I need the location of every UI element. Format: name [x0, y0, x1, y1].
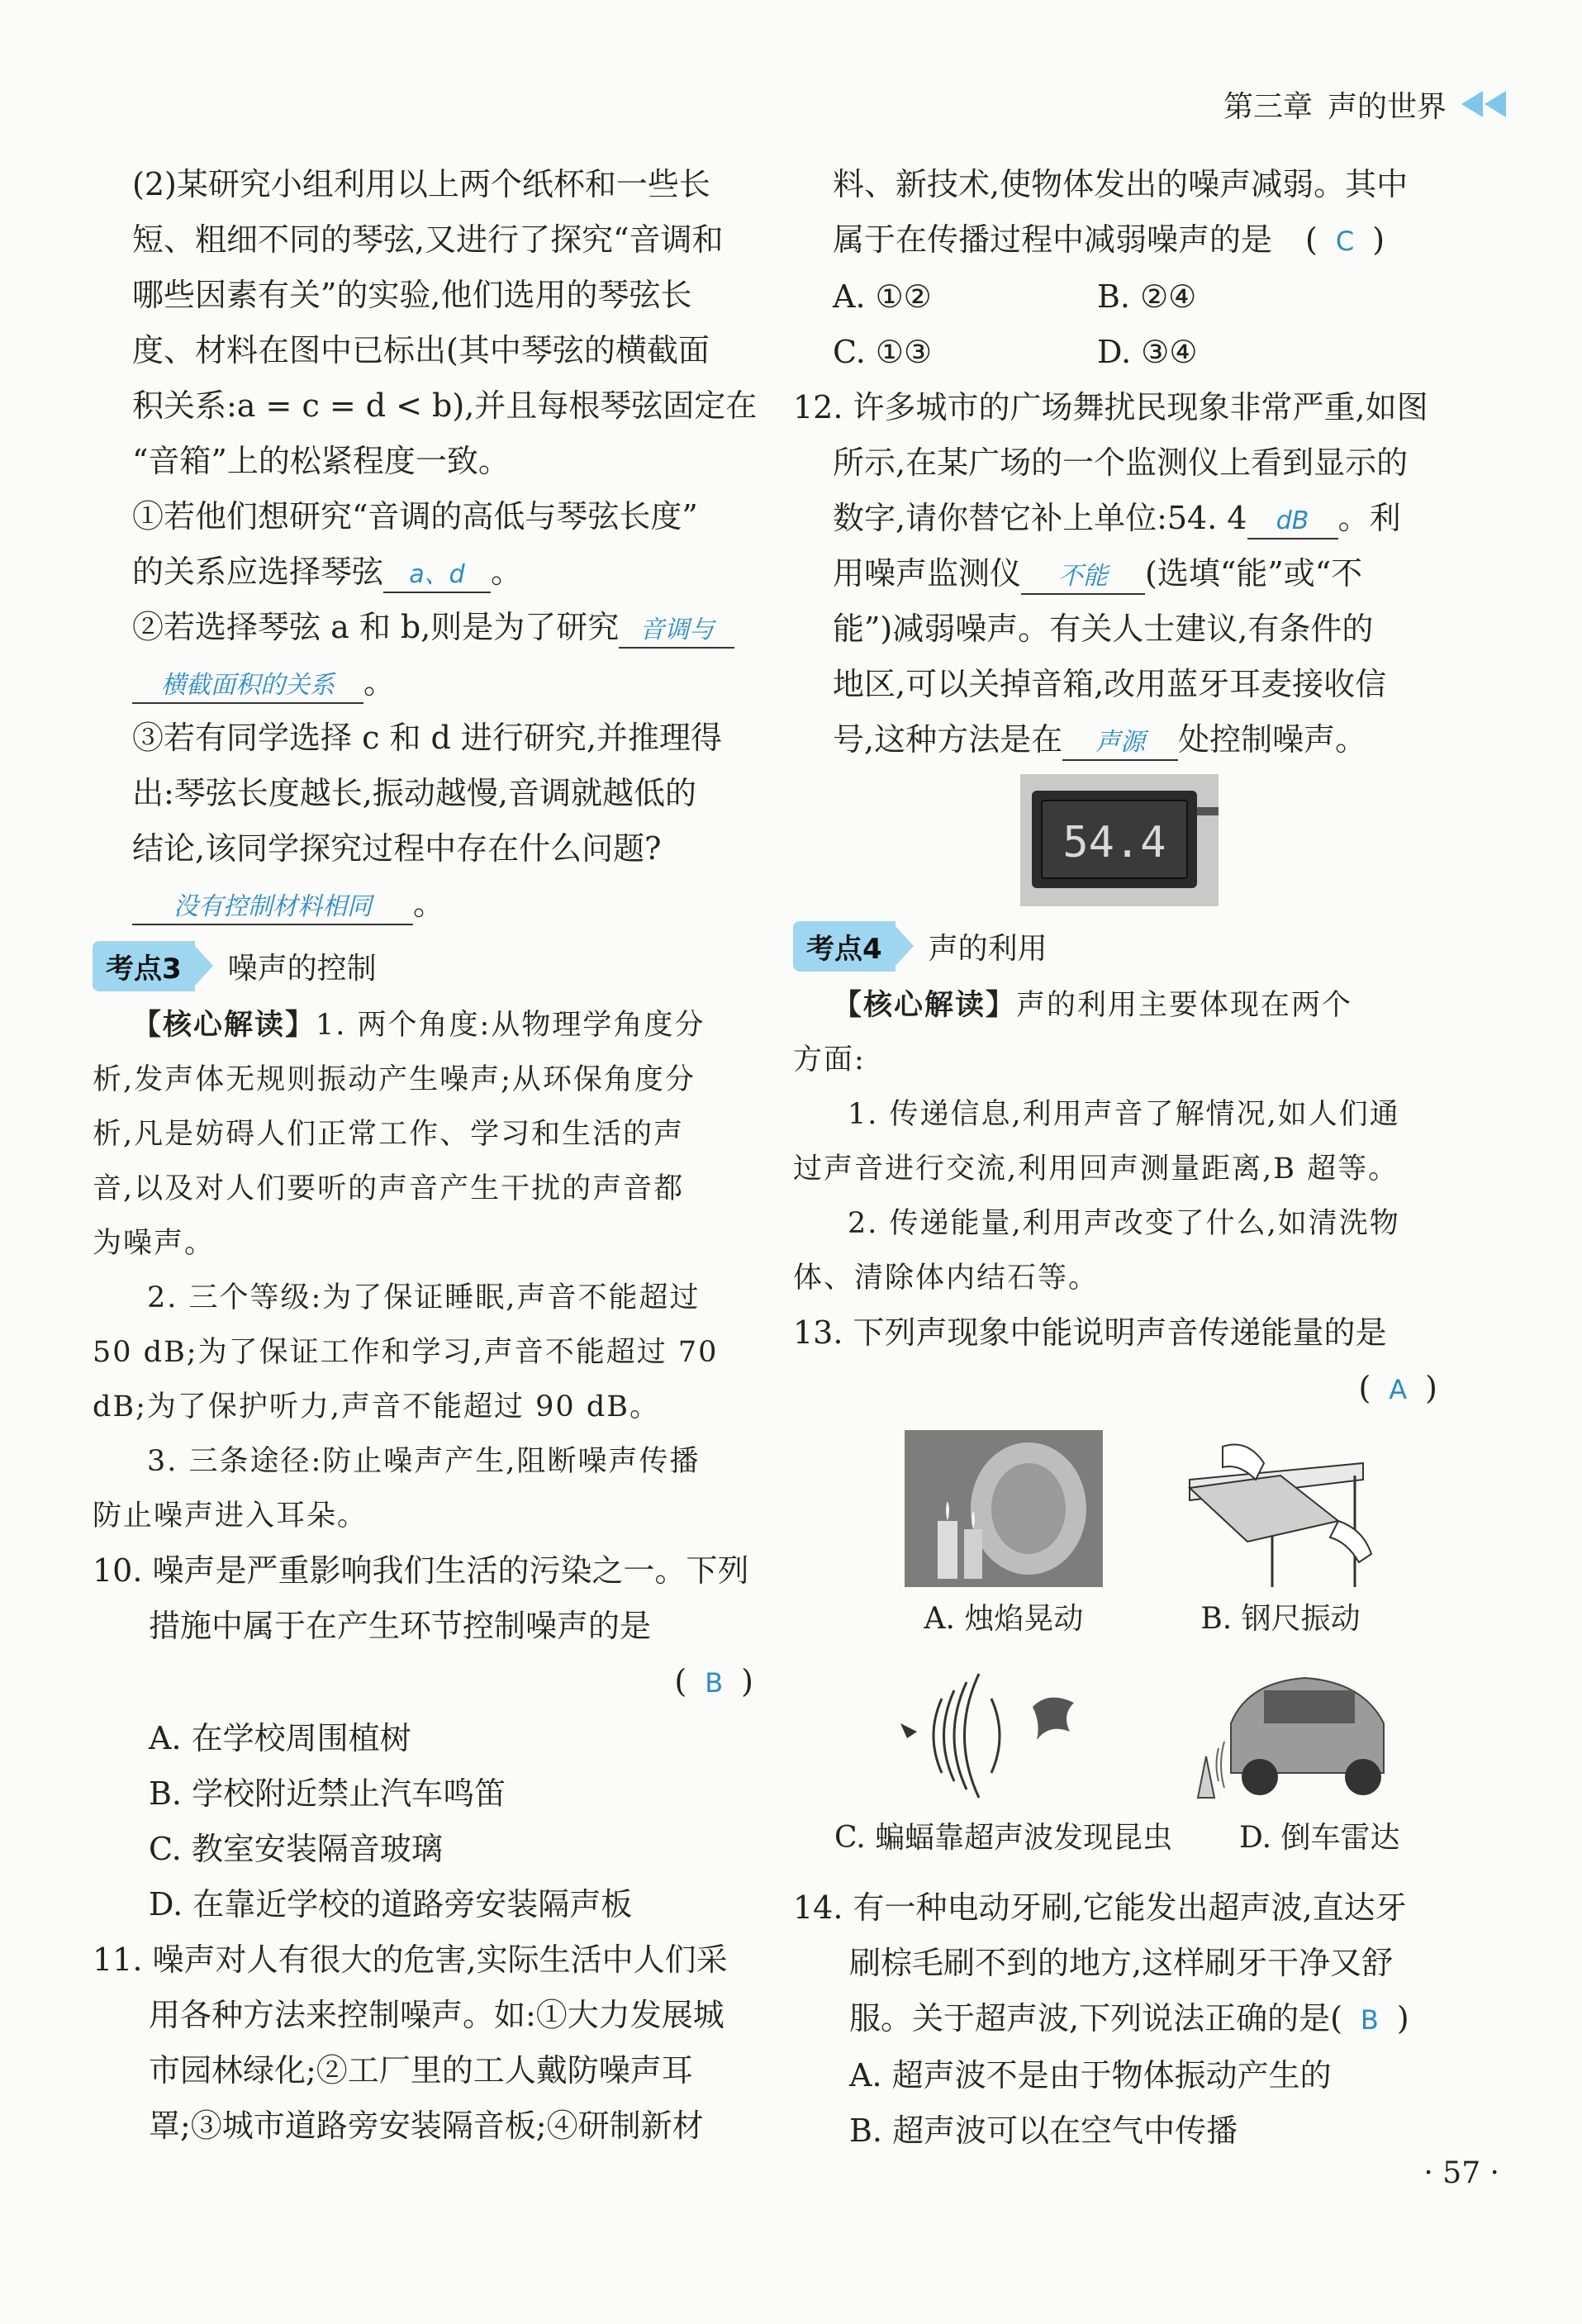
page-number: · 57 ·	[1423, 2156, 1499, 2190]
core-line: 音,以及对人们要听的声音产生干扰的声音都	[93, 1172, 685, 1205]
q13-line: 13. 下列声现象中能说明声音传递能量的是	[793, 1314, 1387, 1351]
q11-line: 料、新技术,使物体发出的噪声减弱。其中	[833, 166, 1409, 202]
noise-monitor-image	[1020, 774, 1219, 906]
q12-line: 能”)减弱噪声。有关人士建议,有条件的	[833, 611, 1374, 647]
answer-blank[interactable]: dB	[1247, 505, 1338, 539]
q2-line: 度、材料在图中已标出(其中琴弦的横截面	[132, 332, 710, 368]
q2-line: ①若他们想研究“音调的高低与琴弦长度”	[132, 498, 698, 535]
core-line: 析,凡是妨碍人们正常工作、学习和生活的声	[93, 1118, 685, 1151]
answer-blank[interactable]: 横截面积的关系	[132, 669, 363, 704]
q2-2-line: ②若选择琴弦 a 和 b,则是为了研究 音调与	[93, 600, 762, 655]
section-heading	[93, 937, 762, 995]
core-line: 3. 三条途径:防止噪声产生,阻断噪声传播	[147, 1445, 701, 1478]
q2-1-line: 的关系应选择琴弦 a、d 。	[93, 544, 762, 600]
core-line: 体、清除体内结石等。	[793, 1262, 1100, 1295]
right-column	[793, 157, 1454, 2159]
q14-line: 刷棕毛刷不到的地方,这样刷牙干净又舒	[849, 1945, 1394, 1981]
figure-caption: B. 钢尺振动	[1200, 1602, 1361, 1636]
q14-line: 14. 有一种电动牙刷,它能发出超声波,直达牙	[793, 1889, 1407, 1926]
option[interactable]: B. ②④	[1097, 278, 1197, 315]
q10-line: 10. 噪声是严重影响我们生活的污染之一。下列	[93, 1552, 749, 1589]
option[interactable]: C. ①③	[833, 334, 933, 370]
option[interactable]: B. 超声波可以在空气中传播	[849, 2113, 1238, 2149]
chapter-label: 第三章	[1223, 89, 1313, 124]
q2-line: (2)某研究小组利用以上两个纸杯和一些长	[132, 166, 710, 202]
left-column	[93, 157, 762, 2154]
core-line: 防止噪声进入耳朵。	[93, 1499, 368, 1533]
q2-3-line: 没有控制材料相同 。	[93, 877, 762, 932]
core-line: 2. 传递能量,利用声改变了什么,如清洗物	[848, 1207, 1400, 1240]
q11-line: 属于在传播过程中减弱噪声的是 ( C )	[833, 221, 1385, 258]
q2-line: “音箱”上的松紧程度一致。	[132, 443, 510, 479]
core-line: dB;为了保护听力,声音不能超过 90 dB。	[93, 1390, 660, 1423]
q2-3-line: 结论,该同学探究过程中存在什么问题?	[132, 830, 662, 867]
q12-line: 地区,可以关掉音箱,改用蓝牙耳麦接收信	[833, 666, 1387, 702]
q2-line: 积关系:a = c = d < b),并且每根琴弦固定在	[132, 387, 758, 424]
double-arrow-icon	[1461, 91, 1506, 117]
figure-caption: A. 烛焰晃动	[924, 1602, 1084, 1636]
core-line: 【核心解读】1. 两个角度:从物理学角度分	[132, 1009, 705, 1042]
option[interactable]: A. 超声波不是由于物体振动产生的	[849, 2057, 1332, 2094]
section-title: 声的利用	[928, 931, 1048, 966]
option[interactable]: D. ③④	[1097, 334, 1198, 370]
core-line: 为噪声。	[93, 1227, 216, 1260]
chapter-title: 声的世界	[1327, 89, 1447, 124]
arrow-icon	[896, 926, 914, 966]
answer-blank[interactable]: 音调与	[619, 614, 734, 649]
option[interactable]: D. 在靠近学校的道路旁安装隔声板	[149, 1886, 633, 1922]
q12-line: 用噪声监测仪 不能 (选填“能”或“不	[793, 546, 1454, 601]
core-line: 过声音进行交流,利用回声测量距离,B 超等。	[793, 1152, 1399, 1186]
figure-caption: D. 倒车雷达	[1239, 1821, 1400, 1855]
q11-line: 罩;③城市道路旁安装隔音板;④研制新材	[149, 2108, 704, 2144]
q2-2-line: 横截面积的关系 。	[93, 655, 762, 711]
answer-blank[interactable]: 不能	[1021, 560, 1145, 595]
q11-options	[793, 325, 1454, 380]
answer-blank[interactable]: a、d	[383, 558, 491, 593]
q2-3-line: ③若有同学选择 c 和 d 进行研究,并推理得	[132, 720, 723, 756]
core-line: 析,发声体无规则振动产生噪声;从环保角度分	[93, 1063, 696, 1096]
option[interactable]: A. ①②	[833, 278, 932, 315]
q2-line: 短、粗细不同的琴弦,又进行了探究“音调和	[132, 221, 724, 258]
answer-choice[interactable]: A	[1389, 1374, 1408, 1405]
core-line: 方面:	[793, 1043, 866, 1076]
page-header	[1223, 79, 1506, 129]
q10-line: 措施中属于在产生环节控制噪声的是	[149, 1608, 652, 1644]
option[interactable]: B. 学校附近禁止汽车鸣笛	[149, 1775, 506, 1812]
q13-answer-line: ( A )	[1358, 1370, 1437, 1406]
q2-line: 哪些因素有关”的实验,他们选用的琴弦长	[132, 277, 692, 313]
answer-blank[interactable]: 声源	[1062, 726, 1178, 761]
q11-line: 用各种方法来控制噪声。如:①大力发展城	[149, 1997, 724, 2033]
answer-choice[interactable]: C	[1335, 226, 1355, 257]
section-heading	[793, 917, 1454, 975]
monitor-reading: 54.4	[1062, 818, 1166, 867]
q14-line: 服。关于超声波,下列说法正确的是( B )	[849, 2000, 1409, 2036]
q2-3-line: 出:琴弦长度越长,振动越慢,音调就越低的	[132, 775, 696, 811]
core-line: 50 dB;为了保证工作和学习,声音不能超过 70	[93, 1336, 719, 1369]
bat-ultrasound-image[interactable]	[884, 1666, 1099, 1806]
figure-monitor	[793, 768, 1454, 912]
q11-line: 市园林绿化;②工厂里的工人戴防噪声耳	[149, 2052, 693, 2089]
option[interactable]: A. 在学校周围植树	[149, 1720, 411, 1756]
core-line: 2. 三个等级:为了保证睡眠,声音不能超过	[147, 1281, 701, 1314]
q11-line: 11. 噪声对人有很大的危害,实际生活中人们采	[93, 1941, 728, 1978]
q12-line: 数字,请你替它补上单位:54. 4 dB 。利	[793, 491, 1454, 546]
candle-speaker-image[interactable]	[905, 1430, 1103, 1587]
car-radar-image[interactable]	[1181, 1666, 1396, 1806]
figure-caption: C. 蝙蝠靠超声波发现昆虫	[834, 1821, 1173, 1855]
q10-answer-line: ( B )	[674, 1663, 753, 1699]
answer-choice[interactable]: B	[1360, 2004, 1379, 2036]
q12-line: 所示,在某广场的一个监测仪上看到显示的	[833, 444, 1409, 481]
answer-blank[interactable]: 没有控制材料相同	[132, 891, 413, 925]
option[interactable]: C. 教室安装隔音玻璃	[149, 1831, 443, 1867]
steel-ruler-image[interactable]	[1173, 1430, 1388, 1587]
section-tag: 考点4	[793, 921, 896, 972]
q12-line: 12. 许多城市的广场舞扰民现象非常严重,如图	[793, 389, 1428, 425]
section-title: 噪声的控制	[227, 951, 377, 986]
q12-line: 号,这种方法是在 声源 处控制噪声。	[793, 712, 1454, 768]
answer-choice[interactable]: B	[705, 1667, 724, 1699]
q13-figures	[793, 1418, 1454, 1880]
core-line: 1. 传递信息,利用声音了解情况,如人们通	[848, 1098, 1400, 1131]
core-line: 【核心解读】声的利用主要体现在两个	[833, 989, 1353, 1022]
q11-options	[793, 269, 1454, 325]
arrow-icon	[195, 946, 213, 986]
section-tag: 考点3	[93, 941, 195, 991]
